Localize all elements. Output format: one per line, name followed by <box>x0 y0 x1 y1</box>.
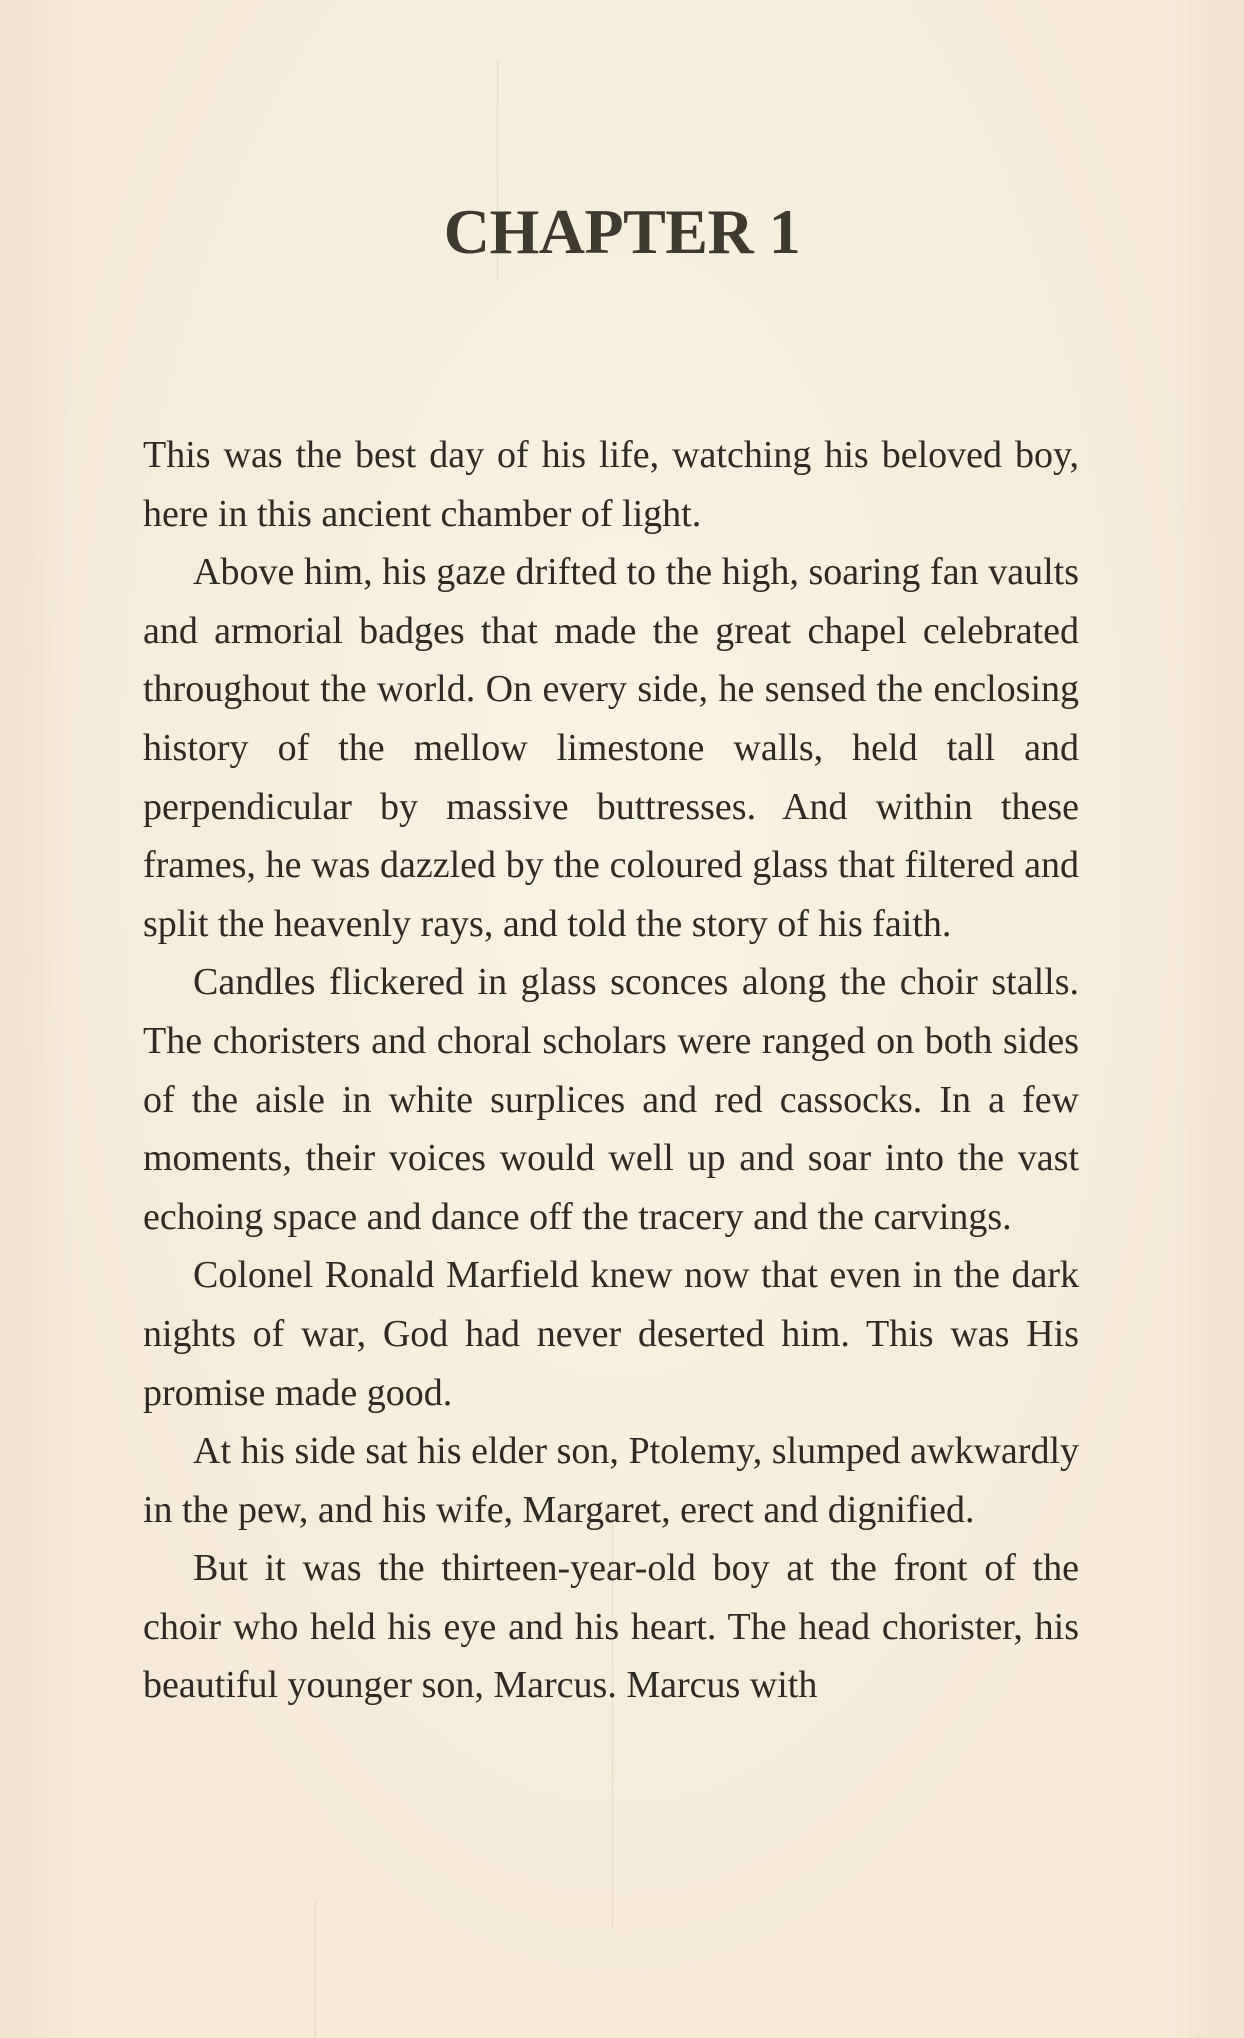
chapter-title: CHAPTER 1 <box>443 196 801 267</box>
paragraph: But it was the thirteen-year-old boy at the front of the choir who held his eye and his heart. The head chorister, his beautiful younger son, Marcus. Marcus with <box>143 1547 1079 1707</box>
paragraph: At his side sat his elder son, Ptolemy, slumped awkwardly in the pew, and his wife, Margaret, erect and dignified. <box>143 1430 1079 1531</box>
chapter-body <box>143 426 1079 1715</box>
paragraph: Above him, his gaze drifted to the high, soaring fan vaults and armorial badges that made the great chapel celebrated throughout the world. On every side, he sensed the enclosing history of the mellow limestone walls, held tall and perpendicular by massive buttresses. And within these frames, he was dazzled by the coloured glass that filtered and split the heavenly rays, and told the story of his faith. <box>143 551 1079 945</box>
page-crease <box>315 1900 316 2038</box>
paragraph: Colonel Ronald Marfield knew now that even in the dark nights of war, God had never deserted him. This was His promise made good. <box>143 1254 1079 1414</box>
paragraph: This was the best day of his life, watching his beloved boy, here in this ancient chamber of light. <box>143 434 1079 535</box>
paragraph: Candles flickered in glass sconces along the choir stalls. The choristers and choral scholars were ranged on both sides of the aisle in white surplices and red cassocks. In a few moments, their voices would well up and soar into the vast echoing space and dance off the tracery and the carvings. <box>143 961 1079 1238</box>
